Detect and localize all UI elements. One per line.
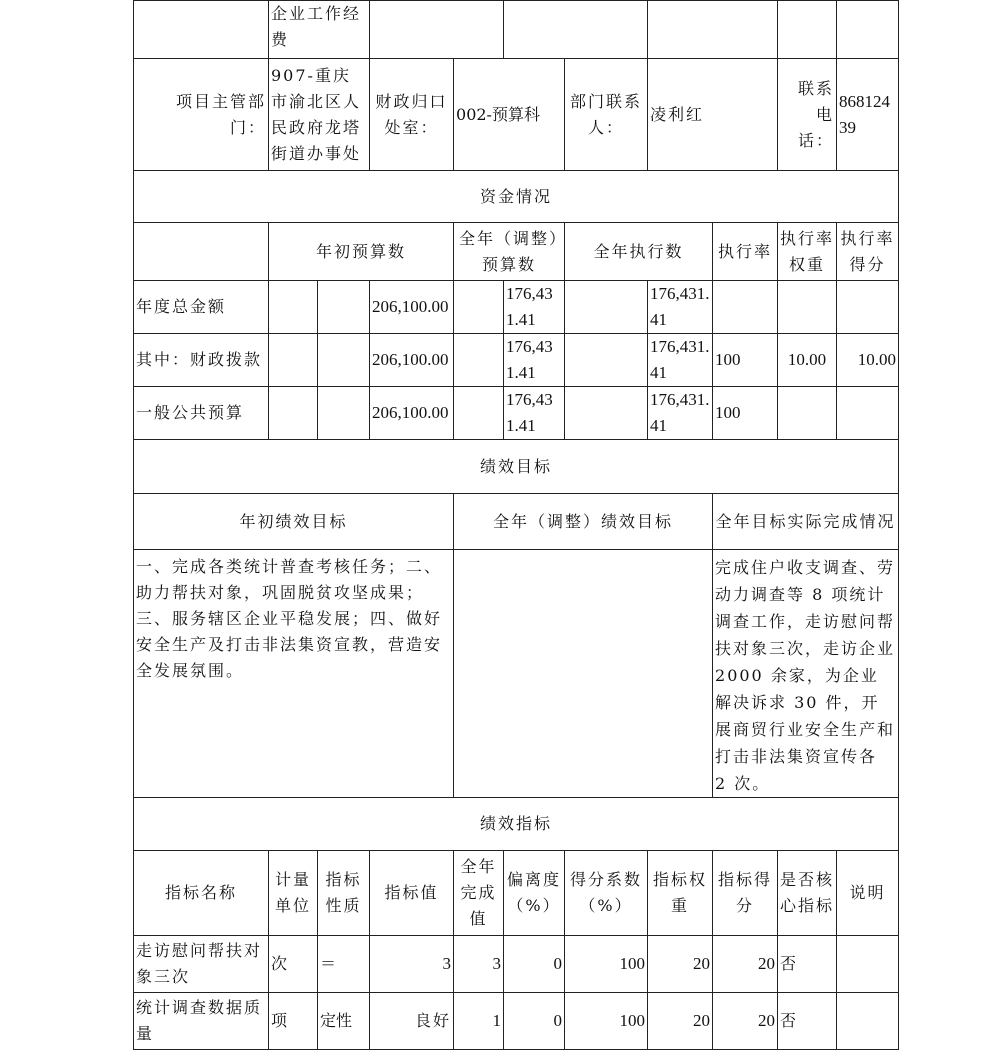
blank-cell: [778, 1, 837, 59]
fund-weight: 10.00: [778, 334, 837, 387]
fund-row-name: 一般公共预算: [134, 387, 269, 440]
fund-rate: [713, 281, 778, 334]
project-name-continued: 企业工作经费: [269, 1, 370, 59]
fund-adjusted: 176,431.41: [504, 387, 565, 440]
ind-note: [837, 936, 899, 993]
ind-weight: 20: [648, 993, 713, 1050]
ind-deviation: 0: [504, 936, 565, 993]
ind-header-deviation: 偏离度（%）: [504, 851, 565, 936]
phone-value: 86812439: [837, 59, 899, 171]
header-initial-budget: 年初预算数: [269, 223, 454, 281]
fund-adjusted: 176,431.41: [504, 334, 565, 387]
performance-table: [133, 0, 899, 1050]
fund-executed: 176,431.41: [648, 334, 713, 387]
indicators-section-title: 绩效指标: [134, 798, 899, 851]
ind-target: 良好: [370, 993, 454, 1050]
ind-header-name: 指标名称: [134, 851, 269, 936]
fund-rate: 100: [713, 387, 778, 440]
ind-nature: ＝: [318, 936, 370, 993]
fund-adjusted: 176,431.41: [504, 281, 565, 334]
blank-cell: [454, 281, 504, 334]
ind-header-core: 是否核心指标: [778, 851, 837, 936]
blank-cell: [134, 1, 269, 59]
blank-cell: [837, 1, 899, 59]
table-row: [134, 993, 899, 1050]
ind-weight: 20: [648, 936, 713, 993]
blank-cell: [318, 334, 370, 387]
finance-office-value: 002-预算科: [454, 59, 565, 171]
ind-header-coef: 得分系数（%）: [565, 851, 648, 936]
ind-header-target: 指标值: [370, 851, 454, 936]
blank-cell: [370, 1, 504, 59]
table-row: [134, 334, 899, 387]
blank-cell: [269, 387, 318, 440]
ind-done: 3: [454, 936, 504, 993]
goal-actual-text: 完成住户收支调查、劳动力调查等 8 项统计调查工作，走访慰问帮扶对象三次，走访企业 2000 余家，为企业解决诉求 30 件，开展商贸行业安全生产和打击非法集资宣传各 2 次。: [713, 550, 899, 798]
goal-col-adjusted: 全年（调整）绩效目标: [454, 494, 713, 550]
fund-initial: 206,100.00: [370, 387, 454, 440]
fund-executed: 176,431.41: [648, 281, 713, 334]
contact-label: 部门联系人：: [565, 59, 648, 171]
goal-initial-text: 一、完成各类统计普查考核任务；二、助力帮扶对象，巩固脱贫攻坚成果；三、服务辖区企业平稳发展；四、做好安全生产及打击非法集资宣教，营造安全发展氛围。: [134, 550, 454, 798]
goal-adjusted-text: [454, 550, 713, 798]
fund-row-name: 其中：财政拨款: [134, 334, 269, 387]
fund-initial: 206,100.00: [370, 281, 454, 334]
finance-office-label: 财政归口处室：: [370, 59, 454, 171]
fund-initial: 206,100.00: [370, 334, 454, 387]
goals-section-title: 绩效目标: [134, 440, 899, 494]
fund-row-name: 年度总金额: [134, 281, 269, 334]
ind-note: [837, 993, 899, 1050]
fund-score: [837, 281, 899, 334]
header-adjusted-budget: 全年（调整）预算数: [454, 223, 565, 281]
ind-score: 20: [713, 936, 778, 993]
goal-col-initial: 年初绩效目标: [134, 494, 454, 550]
ind-header-unit: 计量单位: [269, 851, 318, 936]
ind-coef: 100: [565, 936, 648, 993]
header-rate-weight: 执行率权重: [778, 223, 837, 281]
funds-section-title: 资金情况: [134, 171, 899, 223]
blank-cell: [269, 334, 318, 387]
ind-header-nature: 指标性质: [318, 851, 370, 936]
dept-label: 项目主管部门：: [134, 59, 269, 171]
fund-score: 10.00: [837, 334, 899, 387]
ind-coef: 100: [565, 993, 648, 1050]
ind-header-weight: 指标权重: [648, 851, 713, 936]
fund-executed: 176,431.41: [648, 387, 713, 440]
blank-cell: [565, 334, 648, 387]
blank-cell: [318, 387, 370, 440]
table-row: [134, 387, 899, 440]
phone-label: 联系电话：: [778, 59, 837, 171]
goal-col-actual: 全年目标实际完成情况: [713, 494, 899, 550]
blank-cell: [318, 281, 370, 334]
dept-value: 907-重庆市渝北区人民政府龙塔街道办事处: [269, 59, 370, 171]
ind-name: 走访慰问帮扶对象三次: [134, 936, 269, 993]
ind-unit: 次: [269, 936, 318, 993]
ind-done: 1: [454, 993, 504, 1050]
header-executed: 全年执行数: [565, 223, 713, 281]
blank-cell: [565, 387, 648, 440]
blank-cell: [454, 334, 504, 387]
header-rate-score: 执行率得分: [837, 223, 899, 281]
ind-core: 否: [778, 993, 837, 1050]
ind-core: 否: [778, 936, 837, 993]
fund-weight: [778, 387, 837, 440]
ind-target: 3: [370, 936, 454, 993]
blank-cell: [648, 1, 778, 59]
header-exec-rate: 执行率: [713, 223, 778, 281]
ind-unit: 项: [269, 993, 318, 1050]
blank-cell: [134, 223, 269, 281]
ind-header-done: 全年完成值: [454, 851, 504, 936]
ind-header-score: 指标得分: [713, 851, 778, 936]
fund-score: [837, 387, 899, 440]
fund-weight: [778, 281, 837, 334]
blank-cell: [565, 281, 648, 334]
blank-cell: [454, 387, 504, 440]
blank-cell: [269, 281, 318, 334]
ind-nature: 定性: [318, 993, 370, 1050]
table-row: [134, 281, 899, 334]
blank-cell: [504, 1, 648, 59]
ind-deviation: 0: [504, 993, 565, 1050]
table-row: [134, 936, 899, 993]
ind-name: 统计调查数据质量: [134, 993, 269, 1050]
ind-header-note: 说明: [837, 851, 899, 936]
fund-rate: 100: [713, 334, 778, 387]
contact-value: 凌利红: [648, 59, 778, 171]
ind-score: 20: [713, 993, 778, 1050]
